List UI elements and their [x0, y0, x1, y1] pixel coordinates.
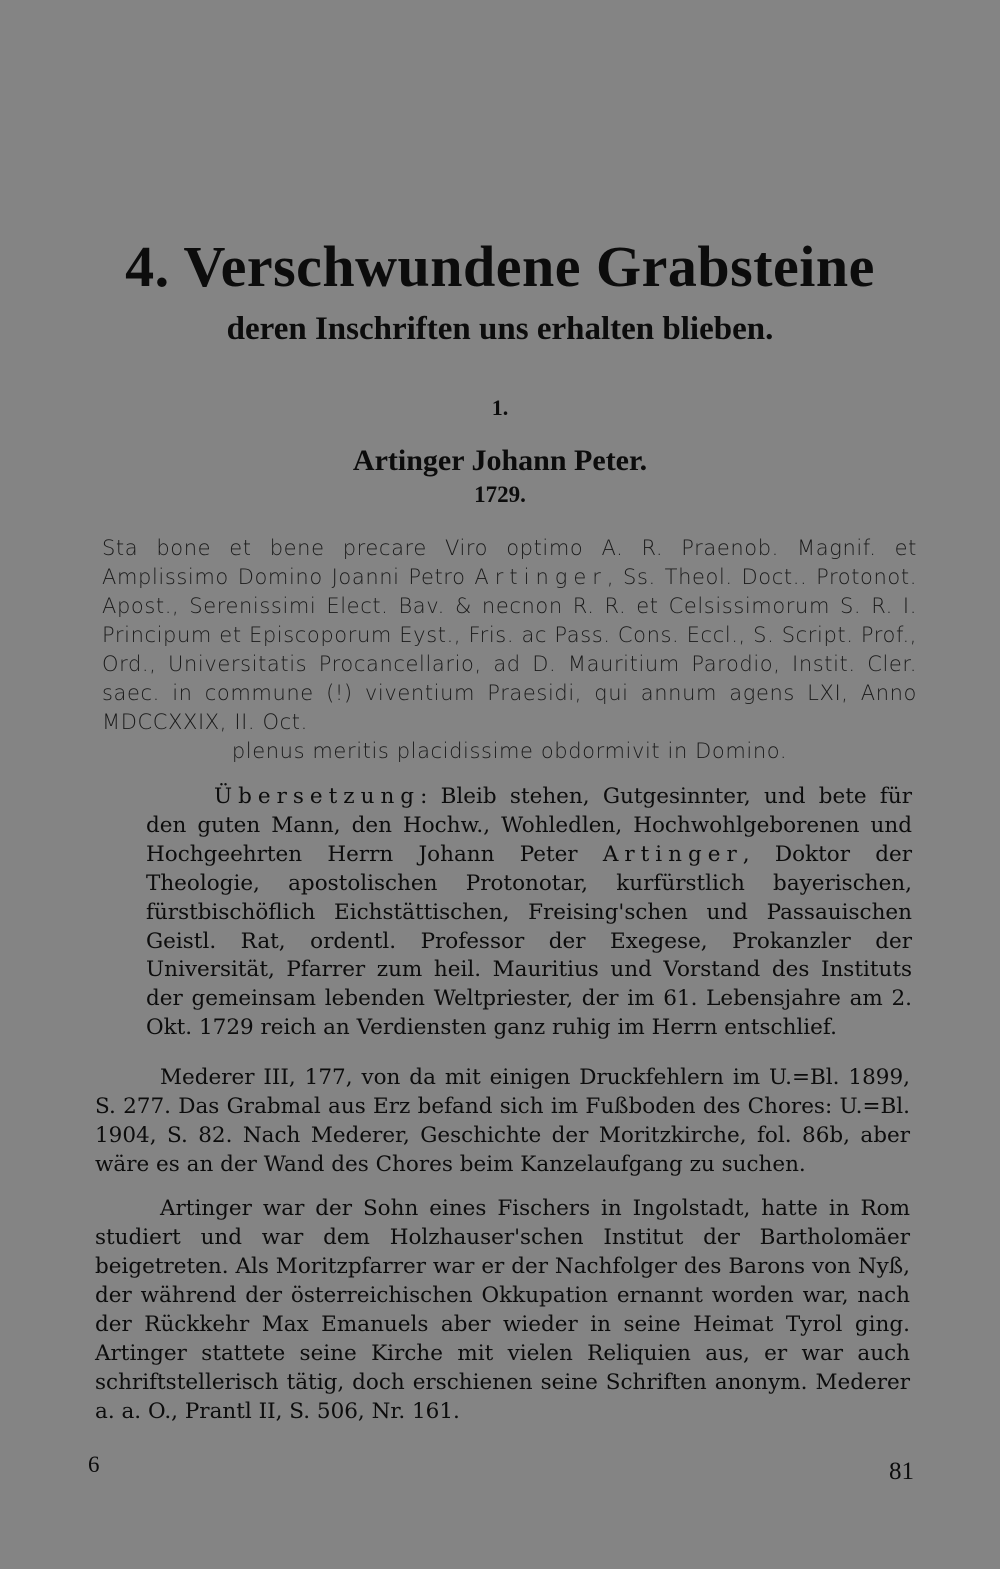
translation-block	[146, 783, 912, 1043]
latin-last-line: plenus meritis placidissime obdormivit in Domino.	[231, 739, 788, 763]
entry-number: 1.	[491, 395, 509, 420]
chapter-subtitle: deren Inschriften uns erhalten blieben.	[226, 311, 774, 347]
signature-mark: 6	[88, 1452, 100, 1477]
chapter-title: 4. Verschwundene Grabsteine	[125, 234, 875, 299]
latin-text-part2: , Ss. Theol. Doct.. Protonot. Apost., Serenissimi Elect. Bav. & necnon R. R. et Celsissimorum S. R. I. Principum et Episcoporum Eyst., Fris. ac Pass. Cons. Eccl., S. Script. Prof., Ord., Universitatis Procancellario, ad D. Mauritium Parodio, Instit. Cler. saec. in commune (!) viventium Praesidi, qui annum agens LXI, Anno MDCCXXIX, II. Oct.	[102, 565, 917, 734]
translation-label: Übersetzung	[214, 784, 421, 809]
translation-name-spaced: Artinger	[602, 841, 743, 867]
translation-text-part1: : Bleib stehen, Gutgesinnter, und bete für den guten Mann, den Hochw., Wohledlen, Hochwohlgeborenen und Hochgeehrten Herrn Johann Peter	[146, 784, 912, 867]
latin-inscription	[102, 534, 917, 766]
entry-name: Artinger Johann Peter.	[352, 444, 648, 477]
latin-name-spaced: Artinger	[474, 565, 607, 589]
page-number: 81	[889, 1458, 914, 1485]
biography-paragraph: Artinger war der Sohn eines Fischers in Ingolstadt, hatte in Rom studiert und war dem Holzhauser'schen Institut der Bartholomäer beigetreten. Als Moritzpfarrer war er der Nachfolger des Barons von Nyß, der während der österreichischen Okkupation ernannt worden war, nach der Rückkehr Max Emanuels aber wieder in seine Heimat Tyrol ging. Artinger stattete seine Kirche mit vielen Reliquien aus, er war auch schriftstellerisch tätig, doch erschienen seine Schriften anonym. Mederer a. a. O., Prantl II, S. 506, Nr. 161.	[95, 1196, 910, 1424]
translation-text-part2: , Doktor der Theologie, apostolischen Protonotar, kurfürstlich bayerischen, fürstbischöflich Eichstättischen, Freising'schen und Passauischen Geistl. Rat, ordentl. Professor der Exegese, Prokanzler der Universität, Pfarrer zum heil. Mauritius und Vorstand des Instituts der gemeinsam lebenden Weltpriester, der im 61. Lebensjahre am 2. Okt. 1729 reich an Verdiensten ganz ruhig im Herrn entschlief.	[146, 841, 912, 1041]
source-paragraph: Mederer III, 177, von da mit einigen Druckfehlern im U.=Bl. 1899, S. 277. Das Grabmal aus Erz befand sich im Fußboden des Chores: U.=Bl. 1904, S. 82. Nach Mederer, Geschichte der Moritzkirche, fol. 86b, aber wäre es an der Wand des Chores beim Kanzelaufgang zu suchen.	[95, 1065, 910, 1177]
latin-text-part1: Sta bone et bene precare Viro optimo A. R. Praenob. Magnif. et Amplissimo Domino Joanni Petro	[102, 536, 917, 589]
entry-year: 1729.	[474, 482, 526, 507]
